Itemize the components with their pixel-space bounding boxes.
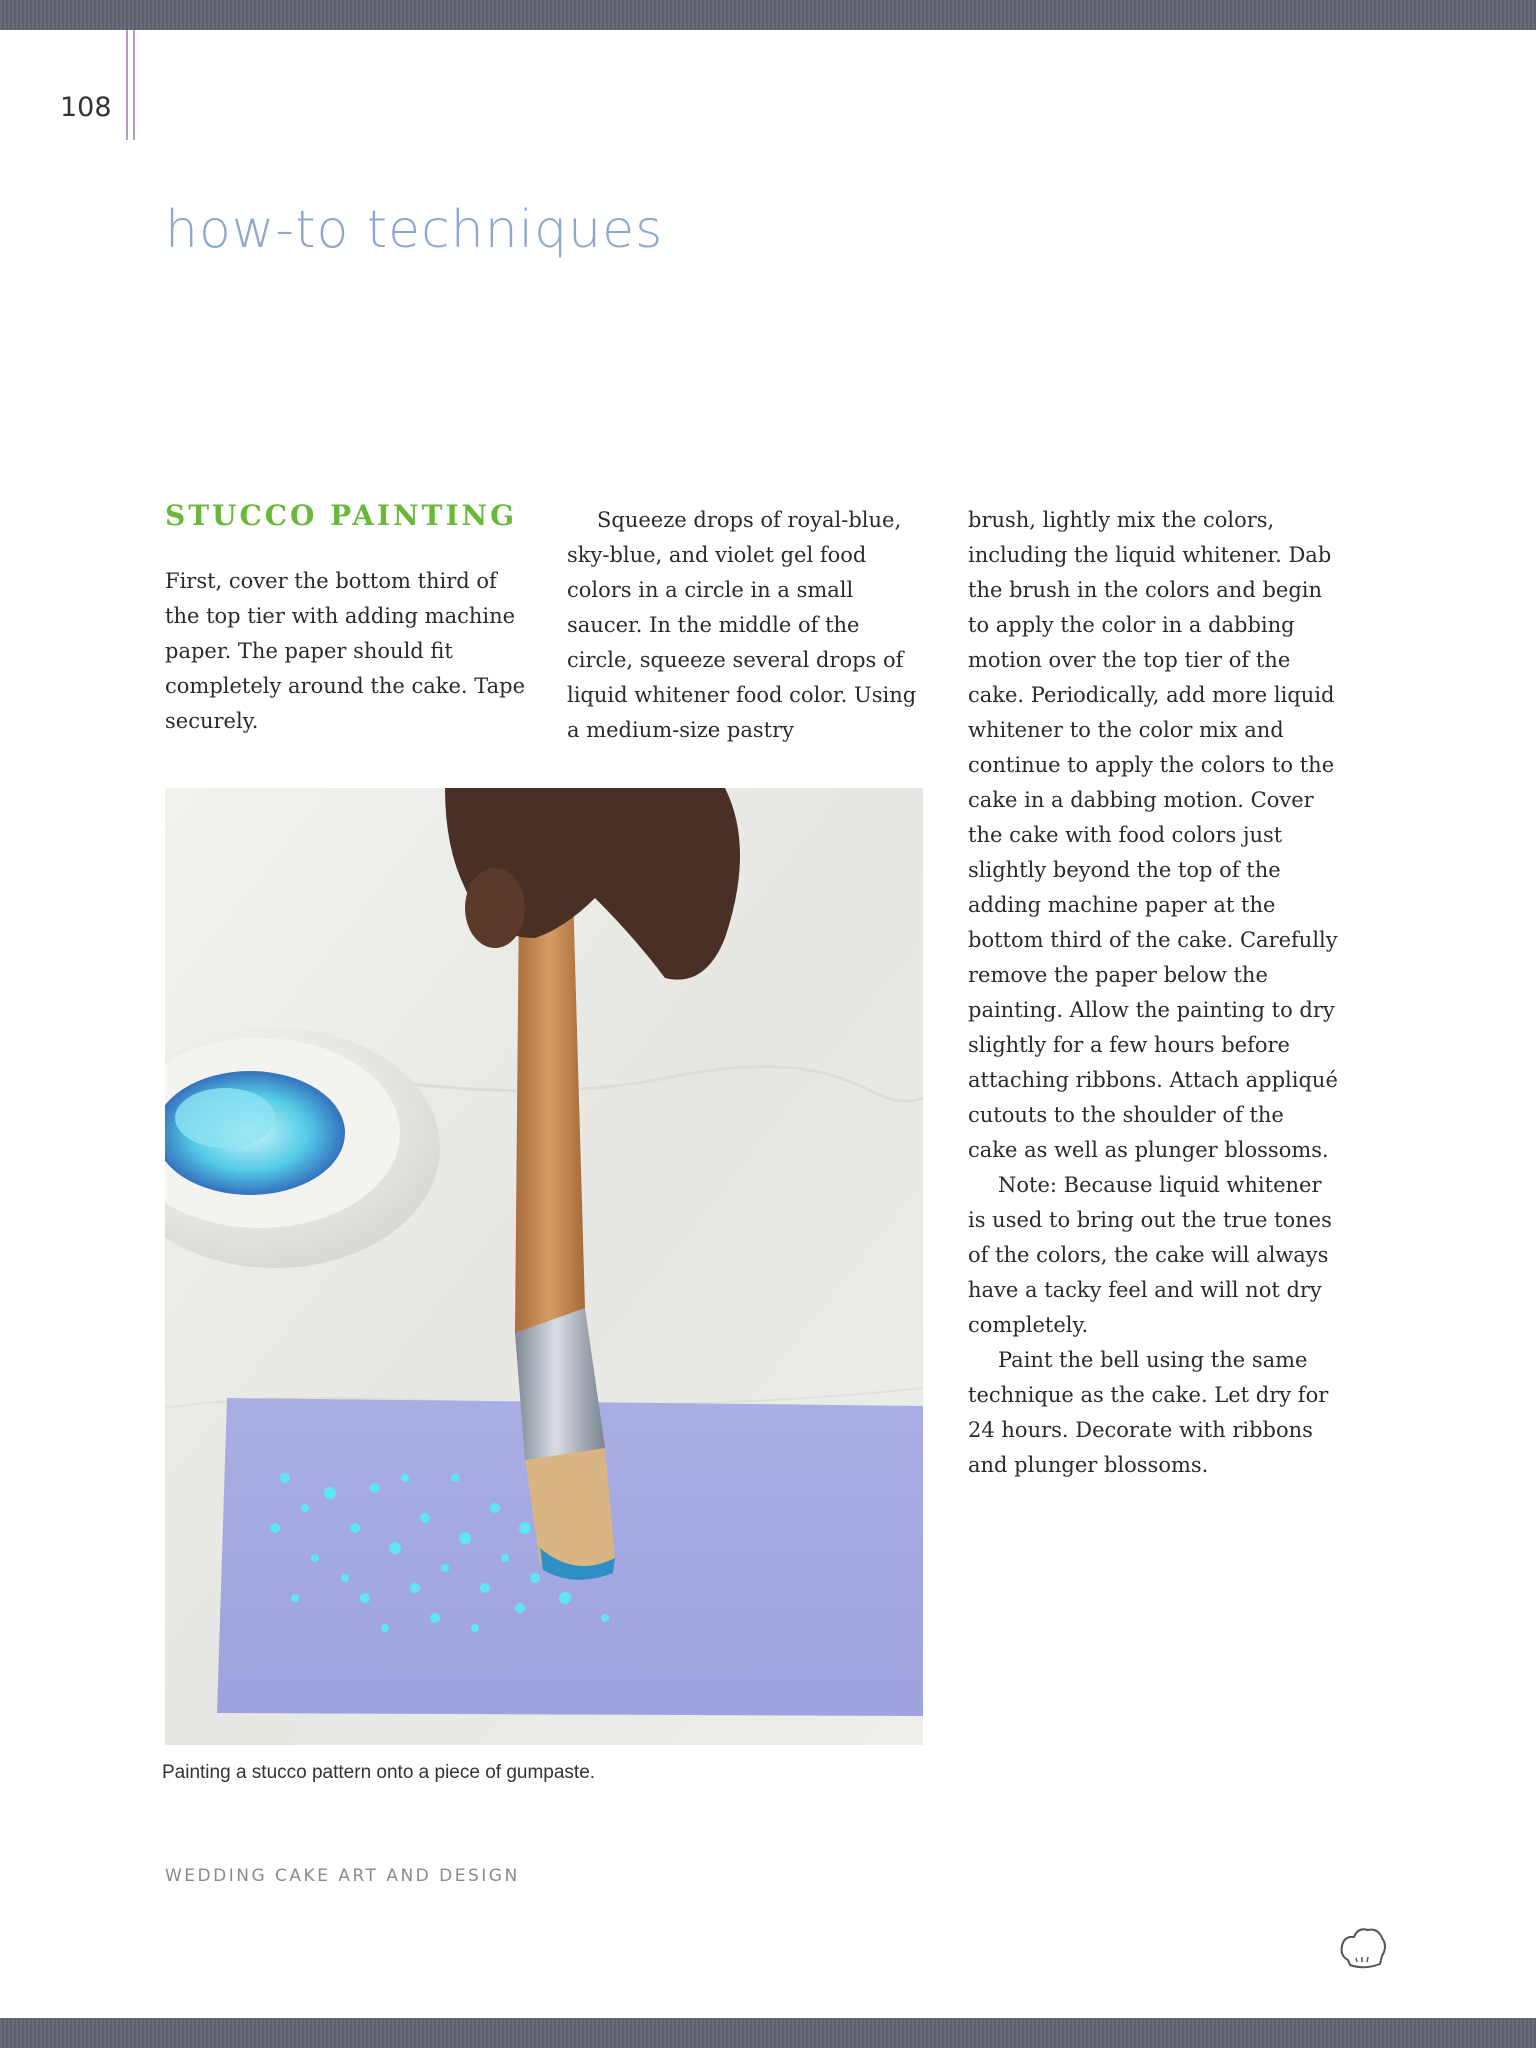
text-column-1 <box>165 499 526 739</box>
section-title: how-to techniques <box>165 200 664 260</box>
paragraph: Note: Because liquid whitener is used to bring out the true tones of the colors, the cake will always have a tacky feel and will not dry completely. <box>968 1173 1332 1337</box>
margin-rule <box>126 30 128 140</box>
text-column-3 <box>968 503 1338 1483</box>
paragraph: First, cover the bottom third of the top tier with adding machine paper. The paper should fit completely around the cake. Tape securely. <box>165 569 526 733</box>
article-heading: STUCCO PAINTING <box>165 499 518 532</box>
top-border <box>0 0 1536 30</box>
stucco-painting-photo <box>165 788 923 1745</box>
paragraph: Paint the bell using the same technique as the cake. Let dry for 24 hours. Decorate with ribbons and plunger blossoms. <box>968 1348 1329 1477</box>
text-column-2 <box>567 503 927 748</box>
margin-rule <box>133 30 135 140</box>
paragraph: Squeeze drops of royal-blue, sky-blue, and violet gel food colors in a circle in a small saucer. In the middle of the circle, squeeze several drops of liquid whitener food color. Using a medium-size pastry <box>567 508 917 742</box>
page-number: 108 <box>60 92 112 123</box>
paragraph: brush, lightly mix the colors, including the liquid whitener. Dab the brush in the colors and begin to apply the color in a dabbing motion over the top tier of the cake. Periodically, add more liquid whitener to the color mix and continue to apply the colors to the cake in a dabbing motion. Cover the cake with food colors just slightly beyond the top of the adding machine paper at the bottom third of the cake. Carefully remove the paper below the painting. Allow the painting to dry slightly for a few hours before attaching ribbons. Attach appliqué cutouts to the shoulder of the cake as well as plunger blossoms. <box>968 508 1338 1162</box>
footer-book-title: WEDDING CAKE ART AND DESIGN <box>165 1866 520 1886</box>
figure-caption: Painting a stucco pattern onto a piece of gumpaste. <box>162 1762 596 1783</box>
chef-hat-icon <box>1336 1920 1390 1974</box>
bottom-border <box>0 2018 1536 2048</box>
